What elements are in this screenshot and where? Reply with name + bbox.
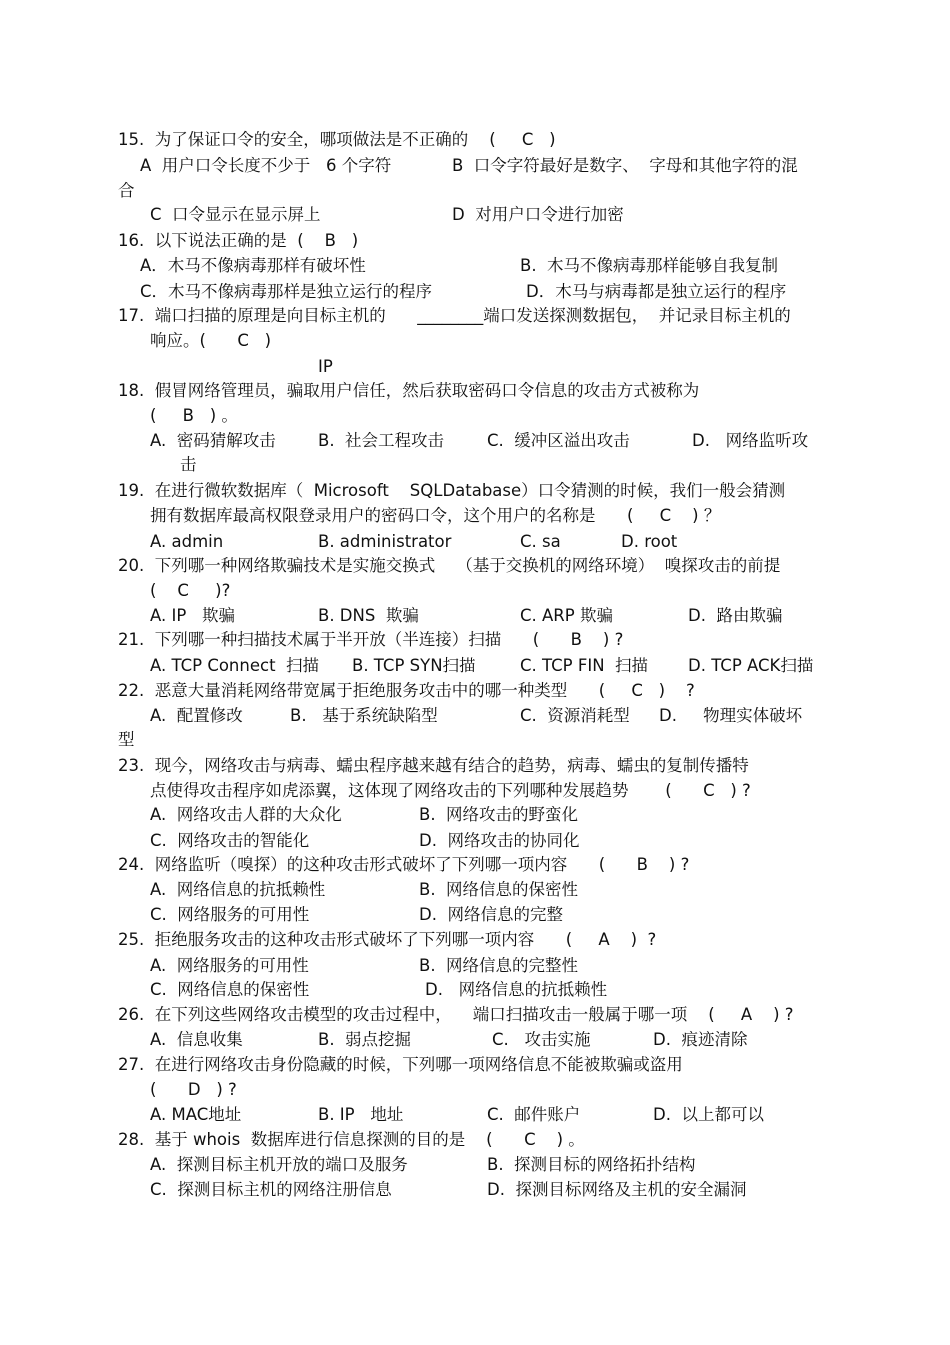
option-text: B. 社会工程攻击 <box>318 431 445 450</box>
option-text: B. DNS 欺骗 <box>318 606 419 625</box>
option-text: D. 以上都可以 <box>653 1105 764 1124</box>
option-text: B. 弱点挖掘 <box>318 1030 412 1049</box>
option-text: A. 网络信息的抗抵赖性 <box>150 880 326 899</box>
question-text: 拥有数据库最高权限登录用户的密码口令，这个用户的名称是 ( C ) ？ <box>150 506 721 525</box>
option-text: B. 网络攻击的野蛮化 <box>419 805 579 824</box>
option-text: C. 攻击实施 <box>492 1030 591 1049</box>
question-text: 点使得攻击程序如虎添翼，这体现了网络攻击的下列哪种发展趋势 ( C ) ? <box>150 781 751 800</box>
option-text: D. 探测目标网络及主机的安全漏洞 <box>487 1180 747 1199</box>
option-text: D. 物理实体破坏 <box>659 706 803 725</box>
option-text: A. MAC地址 <box>150 1105 242 1124</box>
option-text: A. 配置修改 <box>150 706 243 725</box>
option-text: D. 路由欺骗 <box>688 606 783 625</box>
option-text: A 用户口令长度不少于 6 个字符 <box>140 156 392 175</box>
option-text: D. 网络攻击的协同化 <box>419 831 580 850</box>
option-text: C. 网络攻击的智能化 <box>150 831 310 850</box>
option-text: B. 基于系统缺陷型 <box>290 706 438 725</box>
option-text: C 口令显示在显示屏上 <box>150 205 321 224</box>
option-text: D. root <box>621 532 678 551</box>
option-text: 击 <box>180 455 197 474</box>
option-text: D．木马与病毒都是独立运行的程序 <box>526 282 787 301</box>
question-28: 28. 基于 whois 数据库进行信息探测的目的是 ( C ) 。 <box>118 1130 585 1149</box>
option-text: C．木马不像病毒那样是独立运行的程序 <box>140 282 433 301</box>
option-text: C. sa <box>520 532 561 551</box>
option-text: A．木马不像病毒那样有破坏性 <box>140 256 366 275</box>
option-text: D. 网络监听攻 <box>692 431 809 450</box>
option-text: C. ARP 欺骗 <box>520 606 613 625</box>
option-text: A. IP 欺骗 <box>150 606 236 625</box>
option-text: C. 缓冲区溢出攻击 <box>487 431 630 450</box>
option-text: B. 木马不像病毒那样能够自我复制 <box>520 256 779 275</box>
option-text: A. admin <box>150 532 224 551</box>
option-text: B. 探测目标的网络拓扑结构 <box>487 1155 696 1174</box>
option-text: B. 网络信息的完整性 <box>419 956 579 975</box>
question-text: IP <box>318 357 333 376</box>
option-text: B. administrator <box>318 532 452 551</box>
question-text: ( D ) ? <box>150 1080 237 1099</box>
question-27: 27. 在进行网络攻击身份隐藏的时候，下列哪一项网络信息不能被欺骗或盗用 <box>118 1055 683 1074</box>
option-text: A. 网络服务的可用性 <box>150 956 309 975</box>
question-21: 21. 下列哪一种扫描技术属于半开放（半连接）扫描 ( B ) ? <box>118 630 624 649</box>
question-16: 16. 以下说法正确的是 ( B ) <box>118 231 359 250</box>
option-text: C. 网络服务的可用性 <box>150 905 310 924</box>
option-text: C. 资源消耗型 <box>520 706 630 725</box>
option-text: C. 网络信息的保密性 <box>150 980 310 999</box>
option-text: B 口令字符最好是数字、 字母和其他字符的混 <box>452 156 798 175</box>
option-text: D. 网络信息的抗抵赖性 <box>425 980 608 999</box>
question-23: 23. 现今，网络攻击与病毒、蠕虫程序越来越有结合的趋势，病毒、蠕虫的复制传播特 <box>118 756 749 775</box>
option-text: 型 <box>118 730 135 749</box>
option-text: D. TCP ACK扫描 <box>688 656 814 675</box>
option-text: A. TCP Connect 扫描 <box>150 656 320 675</box>
option-text: C. 邮件账户 <box>487 1105 581 1124</box>
option-text: B. TCP SYN扫描 <box>352 656 476 675</box>
question-26: 26. 在下列这些网络攻击模型的攻击过程中， 端口扫描攻击一般属于哪一项 ( A ) ? <box>118 1005 794 1024</box>
option-text: B. 网络信息的保密性 <box>419 880 579 899</box>
option-text: D. 网络信息的完整 <box>419 905 563 924</box>
option-text: B. IP 地址 <box>318 1105 404 1124</box>
question-text: ( B ) 。 <box>150 406 238 425</box>
question-18: 18. 假冒网络管理员，骗取用户信任，然后获取密码口令信息的攻击方式被称为 <box>118 381 700 400</box>
question-text: ( C )? <box>150 581 231 600</box>
option-text: A. 网络攻击人群的大众化 <box>150 805 342 824</box>
question-15: 15. 为了保证口令的安全，哪项做法是不正确的 ( C ) <box>118 130 556 149</box>
question-24: 24. 网络监听（嗅探）的这种攻击形式破坏了下列哪一项内容 ( B ) ? <box>118 855 690 874</box>
option-text: 合 <box>118 181 135 200</box>
option-text: D 对用户口令进行加密 <box>452 205 624 224</box>
option-text: A. 密码猜解攻击 <box>150 431 276 450</box>
option-text: A. 信息收集 <box>150 1030 243 1049</box>
option-text: A. 探测目标主机开放的端口及服务 <box>150 1155 408 1174</box>
question-20: 20. 下列哪一种网络欺骗技术是实施交换式 （基于交换机的网络环境） 嗅探攻击的前提 <box>118 556 781 575</box>
option-text: D. 痕迹清除 <box>653 1030 748 1049</box>
question-17: 17. 端口扫描的原理是向目标主机的 ________端口发送探测数据包， 并记录目标主机的 <box>118 306 791 325</box>
option-text: C. TCP FIN 扫描 <box>520 656 649 675</box>
option-text: C. 探测目标主机的网络注册信息 <box>150 1180 392 1199</box>
question-25: 25. 拒绝服务攻击的这种攻击形式破坏了下列哪一项内容 ( A ) ? <box>118 930 657 949</box>
question-19: 19. 在进行微软数据库（ Microsoft SQLDatabase）口令猜测的时候，我们一般会猜测 <box>118 481 786 500</box>
question-22: 22. 恶意大量消耗网络带宽属于拒绝服务攻击中的哪一种类型 ( C ) ? <box>118 681 695 700</box>
question-text: 响应。( C ) <box>150 331 272 350</box>
